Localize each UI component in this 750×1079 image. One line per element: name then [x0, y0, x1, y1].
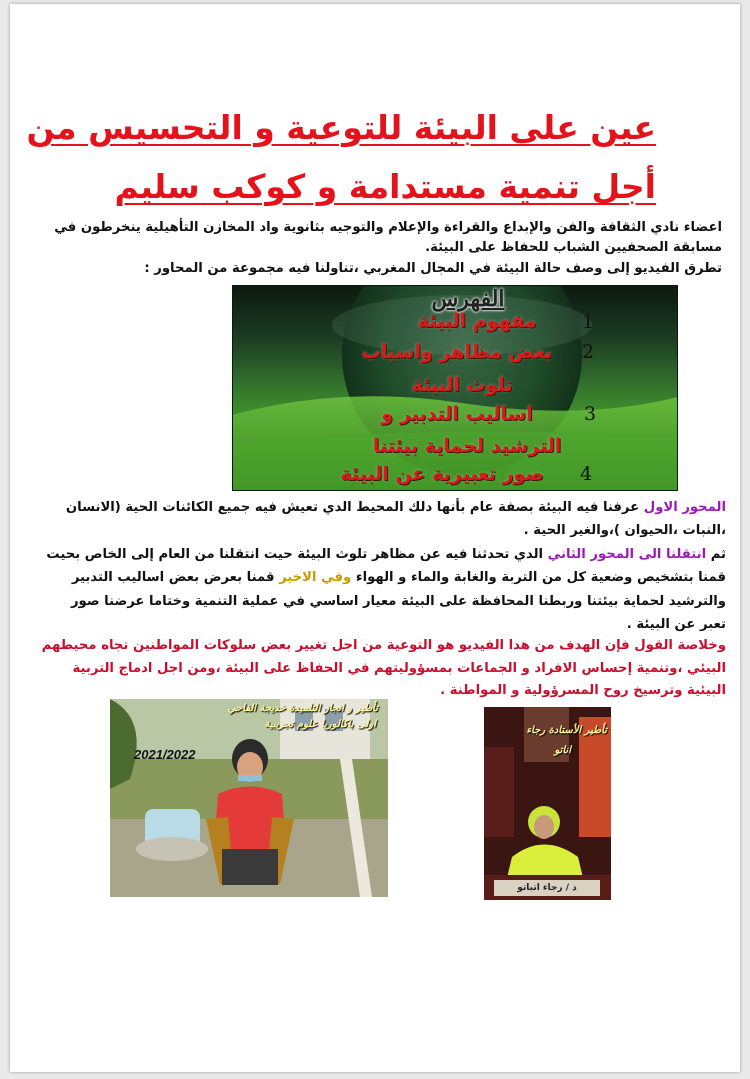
axis-2-pre: ثم — [706, 547, 726, 562]
index-item-6: صور تعبيرية عن البيئة — [340, 463, 544, 485]
axis-2-line-1 — [46, 545, 726, 564]
index-item-3: تلوث البيئة — [411, 374, 513, 396]
axis-2-line-2-a: قمنا بتشخيص وضعية كل من التربة والغابة والماء و الهواء — [351, 570, 726, 585]
index-item-5: الترشيد لحماية بيئتنا — [372, 435, 562, 457]
teacher-nameplate: د / رجاء اتباتو — [494, 880, 600, 896]
index-number-4: 4 — [580, 463, 593, 485]
intro-line-3: تطرق الفيديو إلى وصف حالة البيئة في المجال المغربي ،تناولنا فيه مجموعة من المحاور : — [144, 261, 722, 276]
axis-1-text: عرفنا فيه البيئة بصفة عام بأنها دلك المحيط الدي تعيش فيه جميع الكائنات الحية (الانسان — [65, 500, 644, 515]
student-photo — [110, 699, 388, 897]
index-title: الفهرس — [431, 286, 505, 312]
conclusion-line-1: وخلاصة القول فإن الهدف من هدا الفيديو هو التوعية من اجل تغيير بعض سلوكات المواطنين تجاه محيطهم — [41, 638, 726, 653]
document-page — [10, 4, 740, 1072]
index-number-1: 1 — [582, 311, 595, 333]
page-title-line-2: أجل تنمية مستدامة و كوكب سليم — [114, 167, 656, 206]
teacher-photo — [484, 707, 611, 900]
axis-2-line-4: تعبر عن البيئة . — [626, 617, 726, 632]
axis-2-line-2-b: قمنا بعرض بعض اساليب التدبير — [71, 570, 280, 585]
index-item-2: بعض مظاهر واسباب — [361, 341, 553, 363]
conclusion-line-2: البيئي ،وتنمية إحساس الافراد و الجماعات بمسؤوليتهم في الحفاظ على البيئة ،ومن اجل ادماج التربية — [72, 661, 726, 676]
student-photo-caption-2: اولى باكالوريا علوم تجريبية — [264, 719, 376, 730]
conclusion-line-3: البيئية وترسيخ روح المسرؤولية و المواطنة . — [440, 683, 726, 698]
intro-line-1: اعضاء نادي الثقافة والفن والإبداع والقراءة والإعلام والتوجيه بثانوية واد المخازن التأهيلية ينخرطون في — [54, 220, 722, 235]
student-photo-caption-1: تأطير و انجاز التلميدة خديجة الفاحي — [227, 703, 378, 714]
axis-1-line-1 — [66, 498, 726, 517]
intro-line-2: مسابقة الصحفيين الشباب للحفاظ على البيئة. — [425, 240, 722, 255]
axis-2-text: الدي تحدثنا فيه عن مظاهر تلوث البيئة حيت انتقلنا من العام إلى الخاص بحيت — [46, 547, 548, 562]
axis-2-line-3: والترشيد لحماية بيئتنا وربطنا المحافظة على البيئة معيار اساسي في عملية التنمية وختاما عرضنا صور — [70, 594, 726, 609]
axis-last-label: وفي الاخير — [279, 570, 352, 585]
axis-2-line-2 — [72, 568, 726, 587]
page-title-line-1: عين على البيئة للتوعية و التحسيس من — [26, 108, 656, 147]
index-item-1: مفهوم البيئة — [417, 310, 537, 332]
teacher-photo-caption-2: اناتو — [554, 745, 571, 756]
index-number-2: 2 — [582, 341, 595, 363]
teacher-photo-caption-1: تأطير الأستادة رجاء — [526, 725, 607, 736]
index-item-4: اساليب التدبير و — [381, 403, 533, 425]
axis-2-label: انتقلنا الى المحور الثاني — [547, 547, 707, 562]
axis-1-line-2: ،النبات ،الحيوان )،والغير الحية . — [523, 523, 726, 538]
index-graphic — [232, 285, 678, 491]
index-number-3: 3 — [584, 403, 597, 425]
student-photo-year: 2021/2022 — [134, 747, 196, 762]
axis-1-label: المحور الاول — [643, 500, 726, 515]
